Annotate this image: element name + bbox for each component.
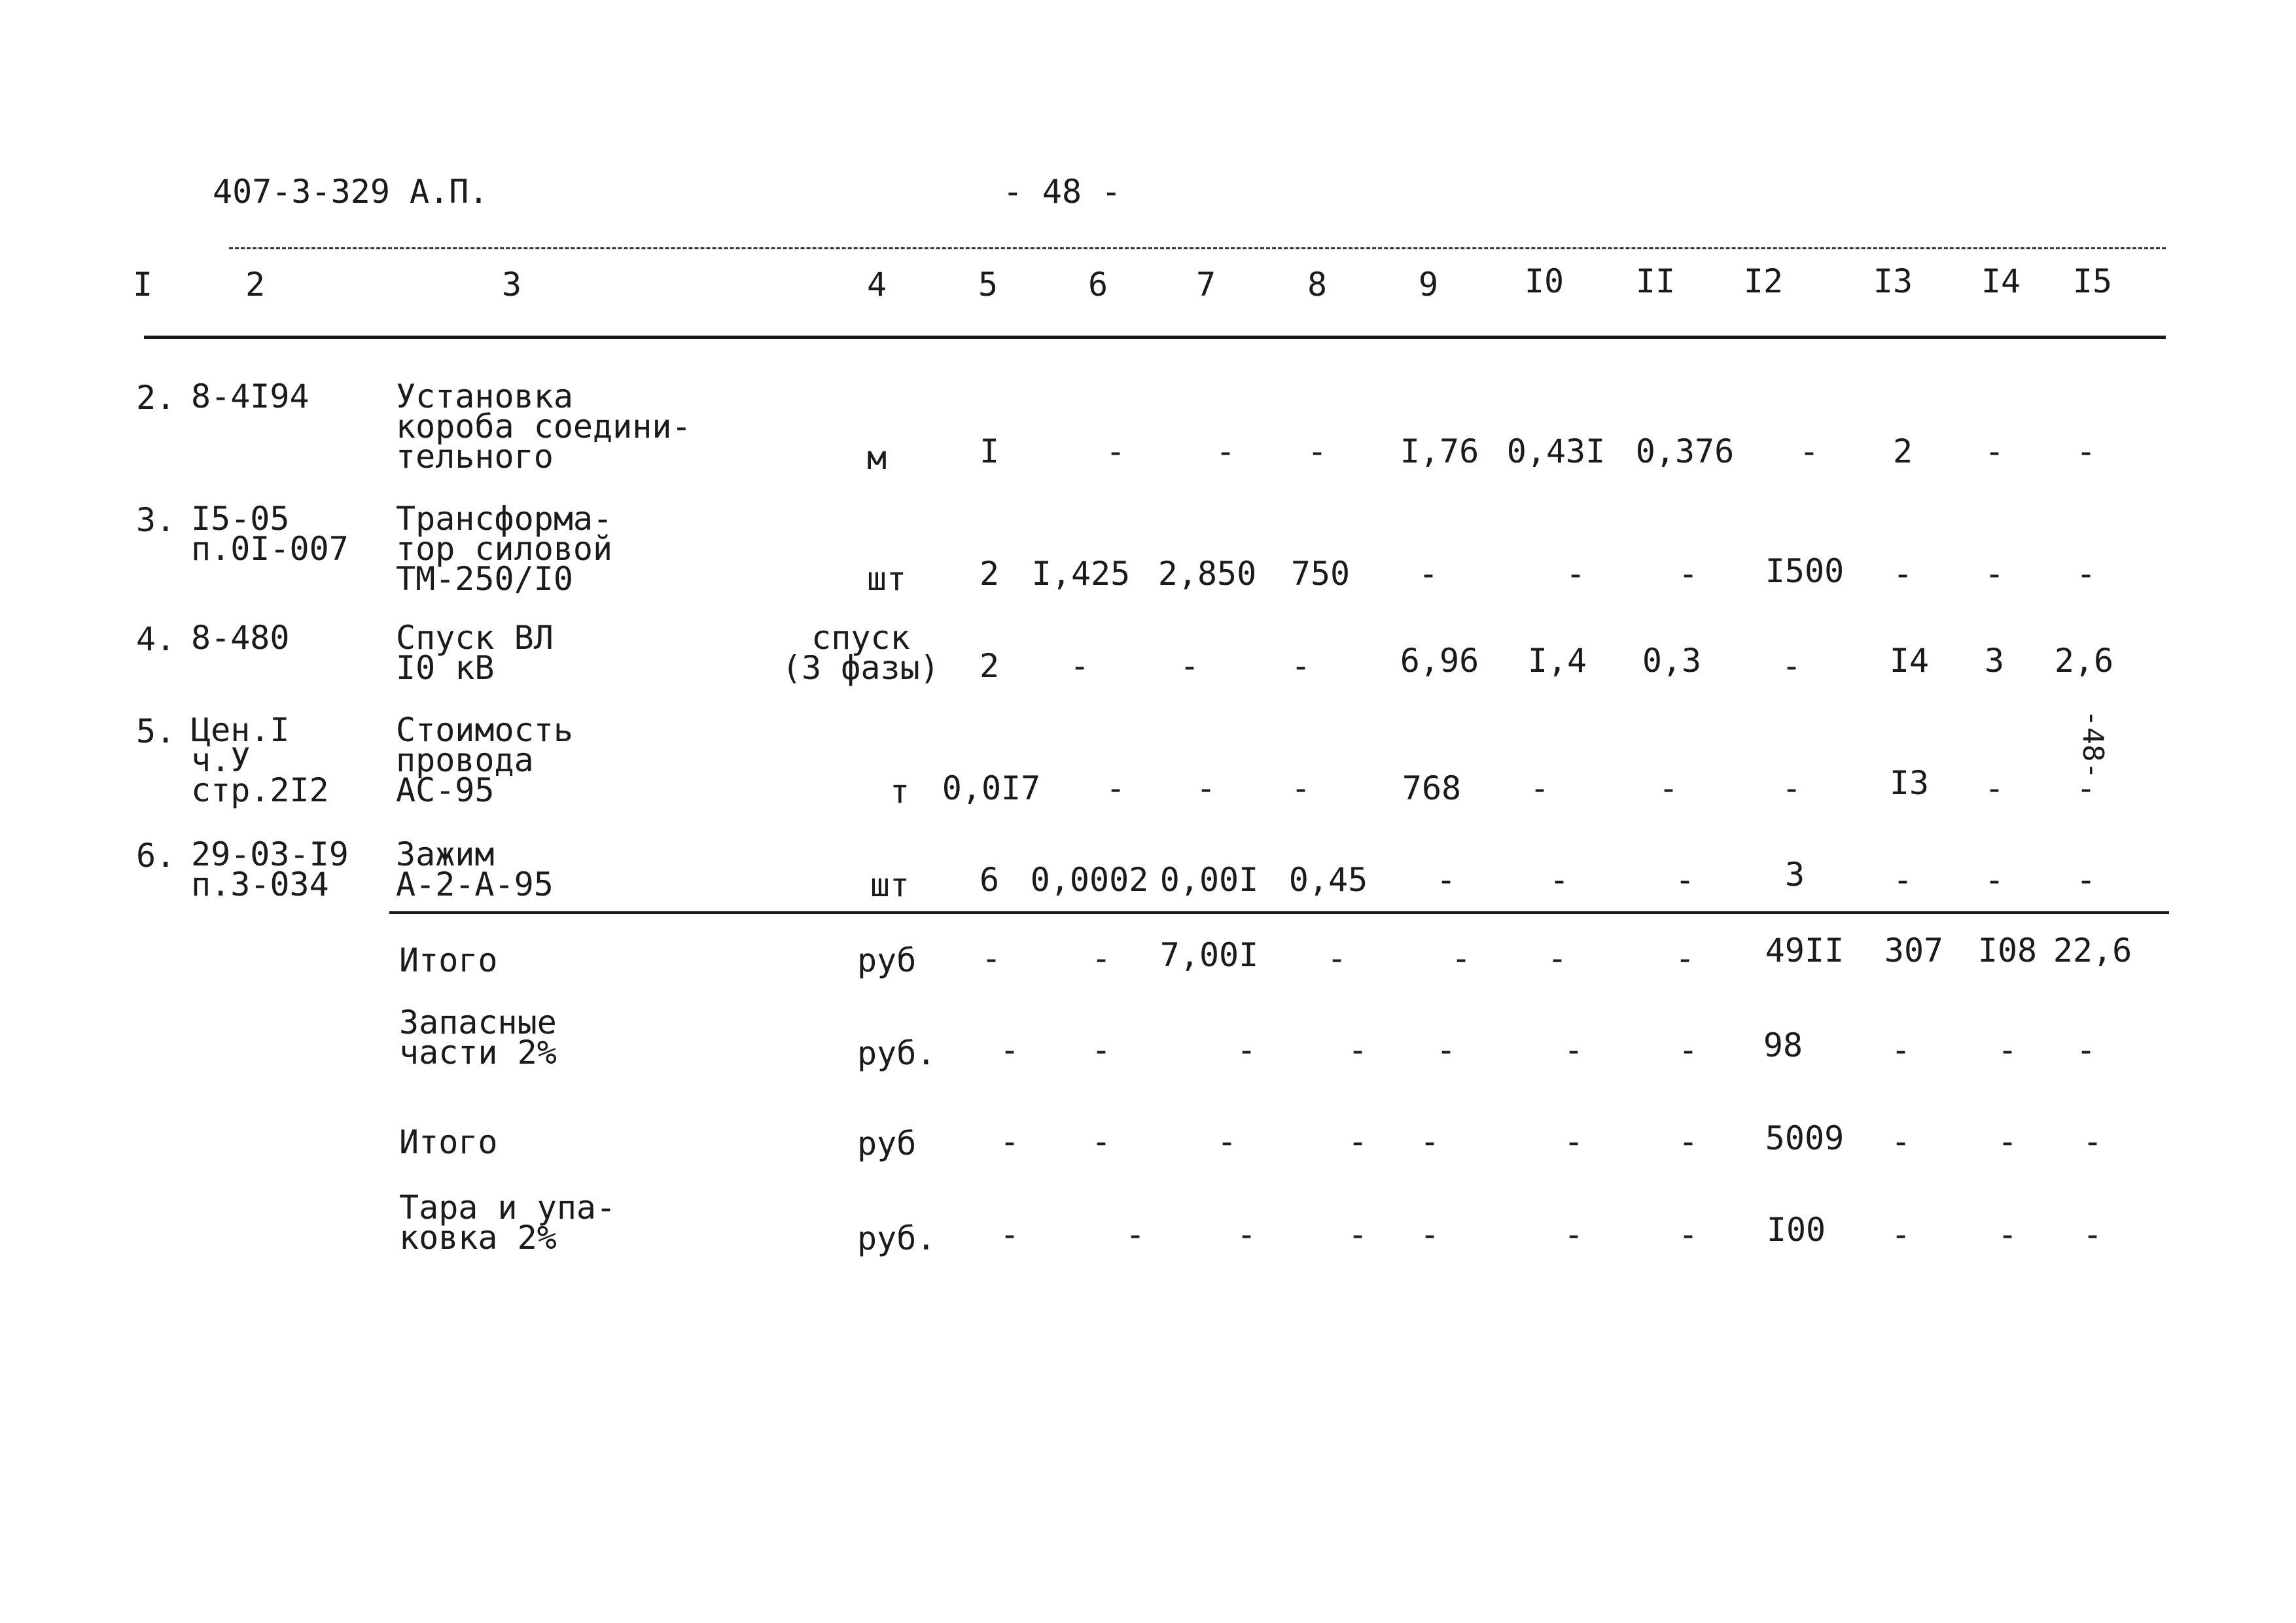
cell: - (1565, 555, 1586, 593)
cell: 22,6 (2053, 932, 2132, 969)
name-line: Установка (396, 377, 573, 415)
cell: 0,43I (1506, 432, 1606, 470)
row-code (191, 619, 290, 657)
cell: - (1678, 1123, 1699, 1161)
cell: 0,00I (1159, 861, 1259, 899)
cell: I3 (1889, 764, 1930, 802)
side-page-mark: -48- (2076, 710, 2110, 779)
cell: 98 (1763, 1026, 1803, 1064)
cell: - (1563, 1031, 1584, 1069)
cell: 2,850 (1157, 555, 1257, 593)
cell: 3 (1784, 856, 1805, 894)
cell: - (1290, 647, 1311, 685)
cell: 6 (979, 861, 1000, 899)
cell: - (1781, 769, 1802, 807)
cell: - (1436, 1031, 1457, 1069)
name-line: Спуск ВЛ (396, 619, 554, 657)
cell: - (1326, 939, 1347, 977)
label-line: части 2% (399, 1034, 557, 1072)
totals-label (399, 941, 498, 979)
table-top-rule (229, 247, 2166, 249)
row-code (191, 835, 349, 903)
column-header: I5 (2072, 262, 2113, 300)
label-line: ковка 2% (399, 1219, 557, 1257)
cell: I (979, 432, 1000, 470)
name-line: тельного (396, 438, 554, 476)
column-header: 2 (245, 266, 266, 304)
cell: - (1236, 1215, 1257, 1253)
cell: - (1799, 432, 1820, 470)
row-code (191, 711, 329, 809)
cell: - (981, 939, 1002, 977)
code-line: ч.У (191, 741, 251, 779)
cell: - (1125, 1215, 1146, 1253)
cell: - (1674, 939, 1695, 977)
name-line: АС-95 (396, 771, 495, 809)
name-line: Трансформа- (396, 500, 613, 538)
cell: - (1529, 769, 1550, 807)
cell: - (1563, 1123, 1584, 1161)
cell: - (1892, 555, 1913, 593)
cell: - (1215, 432, 1236, 470)
totals-unit: руб. (857, 1034, 936, 1072)
cell: - (1451, 939, 1472, 977)
cell: - (1678, 555, 1699, 593)
cell: - (2075, 769, 2096, 807)
name-line: Стоимость (396, 711, 573, 749)
column-header: I (132, 266, 153, 304)
cell: 0,376 (1635, 432, 1735, 470)
totals-rule (389, 911, 2169, 914)
cell: I08 (1977, 932, 2038, 969)
cell: - (1890, 1031, 1911, 1069)
row-name (396, 835, 554, 903)
column-header: 4 (866, 266, 887, 304)
cell: - (1892, 861, 1913, 899)
cell: - (1236, 1031, 1257, 1069)
cell: - (1091, 1031, 1112, 1069)
cell: 750 (1290, 555, 1351, 593)
cell: I,425 (1031, 555, 1131, 593)
totals-unit: руб (857, 941, 917, 979)
unit-line: (3 фазы) (782, 649, 940, 687)
cell: - (1347, 1123, 1368, 1161)
cell: - (1195, 769, 1216, 807)
totals-unit: руб (857, 1125, 917, 1162)
row-name (396, 377, 692, 476)
cell: 2 (1892, 432, 1913, 470)
cell: I500 (1765, 552, 1845, 590)
row-number: 5. (136, 712, 176, 750)
row-unit: т (889, 773, 910, 811)
column-header: 6 (1087, 266, 1108, 304)
cell: - (1678, 1031, 1699, 1069)
row-name (396, 619, 554, 687)
cell: - (1549, 861, 1570, 899)
cell: - (1781, 647, 1802, 685)
totals-label (399, 1123, 498, 1161)
name-line: А-2-А-95 (396, 865, 554, 903)
row-unit: шт (866, 560, 907, 598)
cell: - (1069, 647, 1090, 685)
cell: - (1658, 769, 1679, 807)
cell: - (1890, 1215, 1911, 1253)
row-unit (782, 619, 940, 687)
cell: - (2075, 1031, 2096, 1069)
cell: 49II (1765, 932, 1845, 969)
row-name (396, 500, 613, 598)
cell: - (1347, 1215, 1368, 1253)
row-number: 6. (136, 837, 176, 875)
cell: - (2075, 432, 2096, 470)
cell: - (999, 1031, 1020, 1069)
cell: - (1563, 1215, 1584, 1253)
cell: 0,45 (1288, 861, 1368, 899)
cell: - (1984, 769, 2005, 807)
cell: - (1091, 939, 1112, 977)
cell: 2,6 (2054, 642, 2114, 680)
cell: 0,0I7 (942, 769, 1041, 807)
cell: - (1984, 861, 2005, 899)
totals-unit: руб. (857, 1219, 936, 1257)
column-header: I0 (1524, 262, 1564, 300)
cell: - (1290, 769, 1311, 807)
code-line: 8-480 (191, 619, 290, 657)
cell: I,4 (1527, 642, 1587, 680)
name-line: ТМ-250/I0 (396, 560, 573, 598)
label-line: Итого (399, 941, 498, 979)
row-number: 3. (136, 501, 176, 539)
cell: - (1678, 1215, 1699, 1253)
cell: - (1347, 1031, 1368, 1069)
row-name (396, 711, 573, 809)
cell: 0,3 (1642, 642, 1702, 680)
column-header: II (1635, 262, 1676, 300)
cell: 3 (1984, 642, 2005, 680)
totals-label (399, 1189, 616, 1257)
cell: - (999, 1215, 1020, 1253)
row-code (191, 377, 309, 415)
code-line: Цен.I (191, 711, 290, 749)
cell: - (1674, 861, 1695, 899)
column-header: I4 (1981, 262, 2021, 300)
cell: - (1105, 432, 1126, 470)
row-number: 2. (136, 379, 176, 417)
cell: 6,96 (1400, 642, 1479, 680)
name-line: I0 кВ (396, 649, 495, 687)
column-header: 8 (1307, 266, 1328, 304)
column-header: 9 (1418, 266, 1439, 304)
cell: - (1436, 861, 1457, 899)
unit-line: спуск (811, 619, 910, 657)
cell: - (2082, 1215, 2103, 1253)
cell: - (1419, 1123, 1440, 1161)
cell: - (1216, 1123, 1237, 1161)
cell: I00 (1766, 1211, 1826, 1249)
row-code (191, 500, 349, 568)
label-line: Тара и упа- (399, 1189, 616, 1227)
code-line: I5-05 (191, 500, 290, 538)
cell: - (1105, 769, 1126, 807)
cell: - (999, 1123, 1020, 1161)
name-line: короба соедини- (396, 408, 692, 445)
cell: - (1418, 555, 1439, 593)
cell: I,76 (1400, 432, 1479, 470)
cell: - (1547, 939, 1568, 977)
code-line: стр.2I2 (191, 771, 329, 809)
cell: - (1984, 432, 2005, 470)
name-line: тор силовой (396, 530, 613, 568)
cell: - (1997, 1123, 2018, 1161)
label-line: Итого (399, 1123, 498, 1161)
row-number: 4. (136, 620, 176, 658)
column-header: I2 (1743, 262, 1784, 300)
totals-label (399, 1003, 557, 1072)
code-line: 8-4I94 (191, 377, 309, 415)
column-header: 5 (978, 266, 998, 304)
cell: - (1997, 1031, 2018, 1069)
code-line: 29-03-I9 (191, 835, 349, 873)
name-line: провода (396, 741, 534, 779)
cell: - (1179, 647, 1200, 685)
label-line: Запасные (399, 1003, 557, 1041)
cell: - (1419, 1215, 1440, 1253)
cell: - (2075, 861, 2096, 899)
cell: 768 (1402, 769, 1462, 807)
cell: - (1997, 1215, 2018, 1253)
column-header: 3 (501, 266, 522, 304)
page-number: - 48 - (1002, 173, 1122, 211)
cell: - (1984, 555, 2005, 593)
column-header: 7 (1195, 266, 1216, 304)
cell: - (1890, 1123, 1911, 1161)
cell: 0,0002 (1030, 861, 1149, 899)
cell: - (2075, 555, 2096, 593)
document-number: 407-3-329 А.П. (213, 173, 489, 211)
row-unit: шт (870, 866, 910, 904)
cell: - (2082, 1123, 2103, 1161)
cell: 5009 (1765, 1119, 1845, 1157)
code-line: п.0I-007 (191, 530, 349, 568)
cell: 2 (979, 555, 1000, 593)
cell: I4 (1889, 642, 1930, 680)
cell: - (1091, 1123, 1112, 1161)
cell: 307 (1884, 932, 1944, 969)
name-line: Зажим (396, 835, 495, 873)
cell: - (1307, 432, 1328, 470)
cell: 2 (979, 647, 1000, 685)
code-line: п.3-034 (191, 865, 329, 903)
column-header: I3 (1873, 262, 1913, 300)
row-unit: м (866, 439, 887, 477)
header-bottom-rule (144, 336, 2166, 339)
cell: 7,00I (1159, 936, 1259, 974)
